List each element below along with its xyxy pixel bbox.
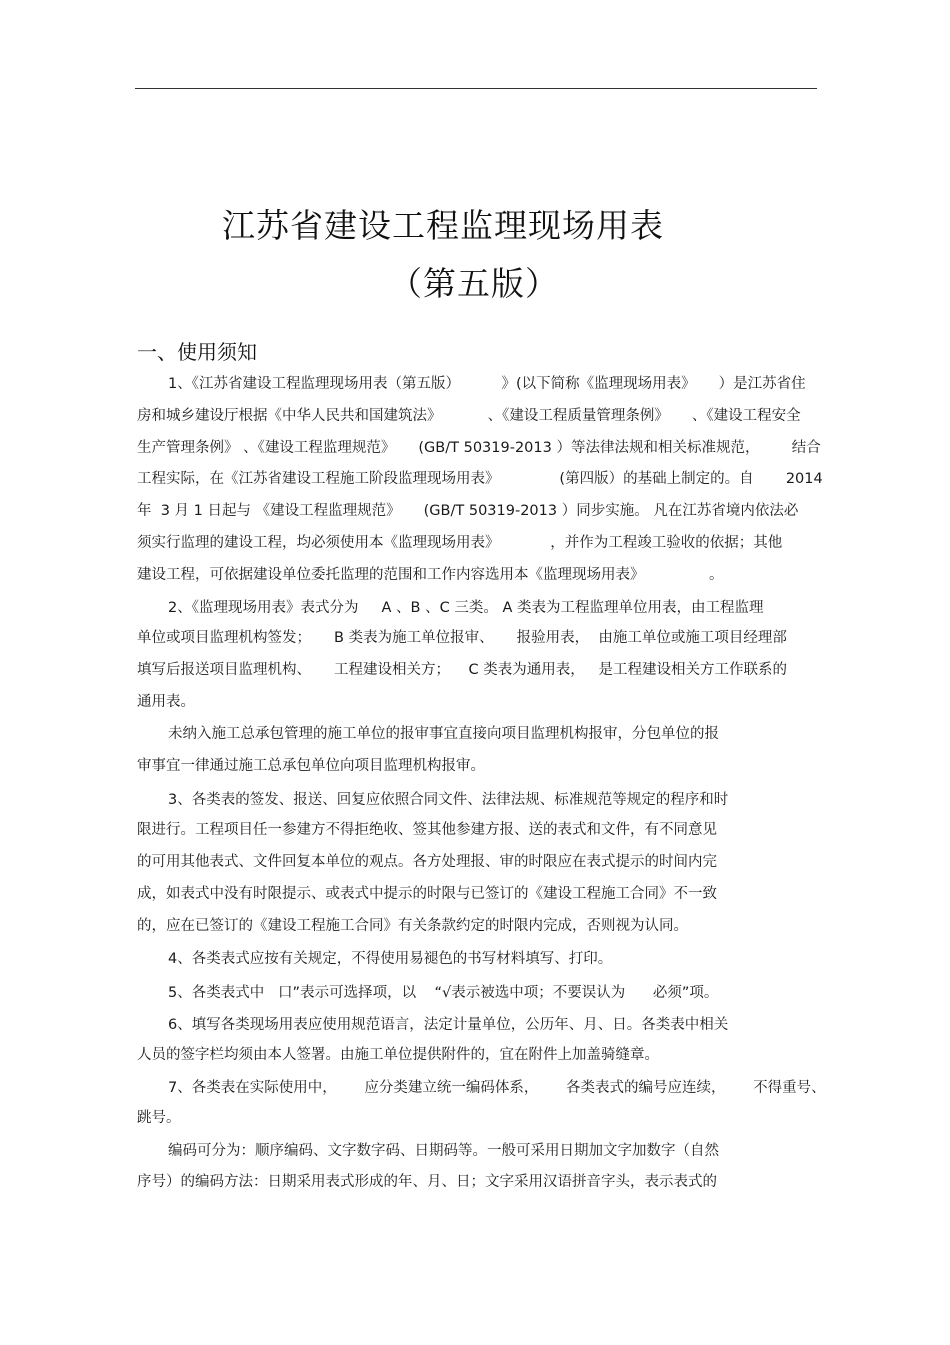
header-rule xyxy=(135,88,817,89)
document-subtitle: （第五版） xyxy=(389,264,559,303)
paragraph-line: 房和城乡建设厅根据《中华人民共和国建筑法》 、《建设工程质量管理条例》 、《建设工程安全 xyxy=(137,408,801,424)
paragraph-line: 2、《监理现场用表》表式分为 A 、B 、C 三类。 A 类表为工程监理单位用表，由工程监理 xyxy=(168,600,764,616)
paragraph-line: 年 3 月 1 日起与 《建设工程监理规范》 (GB/T 50319-2013 ）同步实施。 凡在江苏省境内依法必 xyxy=(137,503,799,519)
paragraph-line: 3、各类表的签发、报送、回复应依照合同文件、法律法规、标准规范等规定的程序和时 xyxy=(168,792,729,808)
paragraph-line: 7、各类表在实际使用中， 应分类建立统一编码体系， 各类表式的编号应连续， 不得重号、 xyxy=(168,1080,826,1096)
paragraph-line: 编码可分为：顺序编码、文字数字码、日期码等。一般可采用日期加文字加数字（自然 xyxy=(168,1143,719,1159)
paragraph-line: 单位或项目监理机构签发； B 类表为施工单位报审、 报验用表， 由施工单位或施工项目经理部 xyxy=(137,630,787,646)
paragraph-line: 限进行。工程项目任一参建方不得拒绝收、签其他参建方报、送的表式和文件，有不同意见 xyxy=(137,822,717,838)
paragraph-line: 4、各类表式应按有关规定，不得使用易褪色的书写材料填写、打印。 xyxy=(168,951,613,967)
paragraph-line: 审事宜一律通过施工总承包单位向项目监理机构报审。 xyxy=(137,758,485,774)
paragraph-line: 通用表。 xyxy=(137,694,195,710)
paragraph-line: 跳号。 xyxy=(137,1110,181,1126)
paragraph-line: 的可用其他表式、文件回复本单位的观点。各方处理报、审的时限应在表式提示的时间内完 xyxy=(137,854,717,870)
paragraph-line: 工程实际，在《江苏省建设工程施工阶段监理现场用表》 (第四版）的基础上制定的。自 2014 xyxy=(137,471,823,487)
paragraph-line: 建设工程，可依据建设单位委托监理的范围和工作内容选用本《监理现场用表》 。 xyxy=(137,567,724,583)
paragraph-line: 的，应在已签订的《建设工程施工合同》有关条款约定的时限内完成，否则视为认同。 xyxy=(137,918,688,934)
paragraph-line: 序号）的编码方法：日期采用表式形成的年、月、日；文字采用汉语拼音字头，表示表式的 xyxy=(137,1174,717,1190)
paragraph-line: 1、《江苏省建设工程监理现场用表（第五版） 》(以下简称《监理现场用表》 ）是江苏省住 xyxy=(168,376,806,392)
section-heading: 一、使用须知 xyxy=(137,340,257,364)
paragraph-line: 成，如表式中没有时限提示、或表式中提示的时限与已签订的《建设工程施工合同》不一致 xyxy=(137,886,717,902)
paragraph-line: 生产管理条例》 、《建设工程监理规范》 (GB/T 50319-2013 ）等法律法规和相关标准规范， 结合 xyxy=(137,440,821,456)
paragraph-line: 未纳入施工总承包管理的施工单位的报审事宜直接向项目监理机构报审，分包单位的报 xyxy=(168,726,719,742)
paragraph-line: 填写后报送项目监理机构、 工程建设相关方； C 类表为通用表， 是工程建设相关方工作联系的 xyxy=(137,662,788,678)
document-title: 江苏省建设工程监理现场用表 xyxy=(222,206,664,245)
paragraph-line: 6、填写各类现场用表应使用规范语言，法定计量单位，公历年、月、日。各类表中相关 xyxy=(168,1017,729,1033)
paragraph-line: 人员的签字栏均须由本人签署。由施工单位提供附件的，宜在附件上加盖骑缝章。 xyxy=(137,1047,659,1063)
paragraph-line: 须实行监理的建设工程，均必须使用本《监理现场用表》 ，并作为工程竣工验收的依据；其他 xyxy=(137,535,783,551)
paragraph-line: 5、各类表式中 口”表示可选择项，以 “√表示被选中项；不要误认为 必须”项。 xyxy=(168,985,719,1001)
